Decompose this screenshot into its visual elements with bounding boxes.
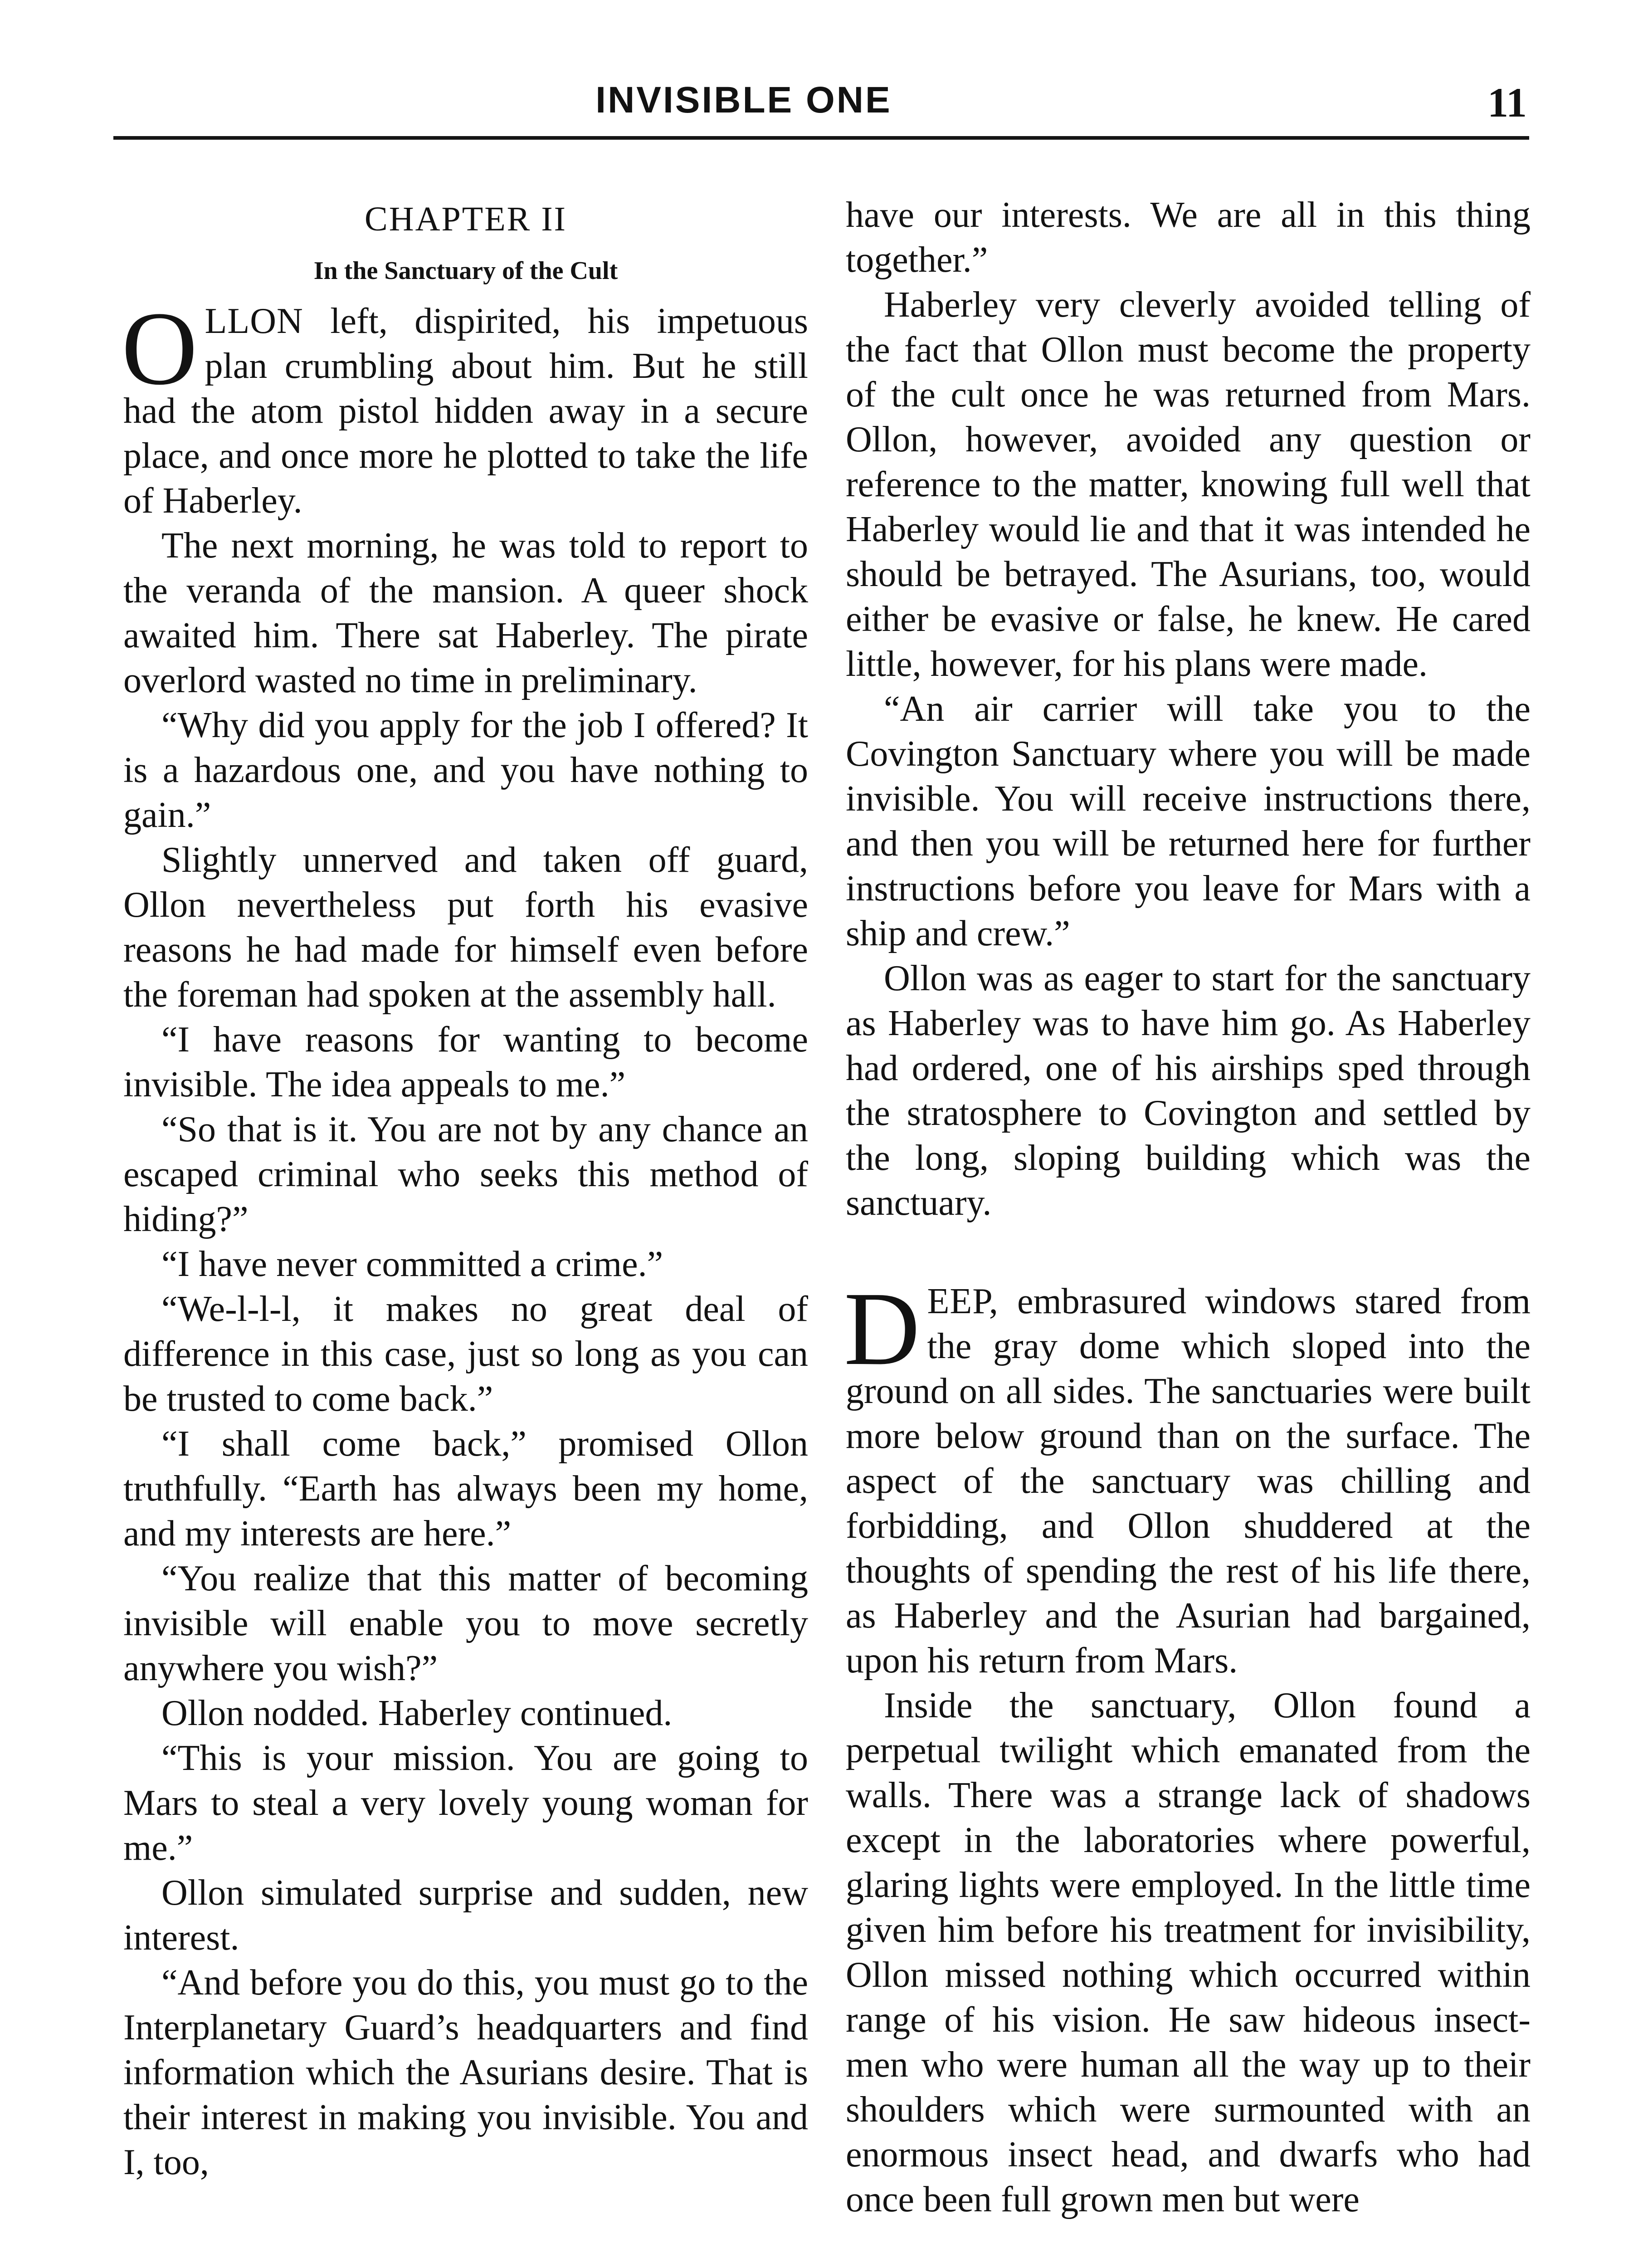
- paragraph: “Why did you apply for the job I offered? It is a hazardous one, and you have nothing to gain.”: [123, 705, 808, 835]
- paragraph: “An air carrier will take you to the Covington Sanctuary where you will be made invisible. You will receive instructions there, and then you will be returned here for further instructions before you leave for Mars with a ship and crew.”: [846, 689, 1531, 953]
- left-column: [123, 193, 808, 2185]
- running-title: INVISIBLE ONE: [595, 79, 892, 121]
- paragraph: “I have never committed a crime.”: [161, 1244, 663, 1284]
- paragraph: “We-l-l-l, it makes no great deal of difference in this case, just so long as you can be trusted to come back.”: [123, 1289, 808, 1419]
- opening-text: left, dispirited, his impetuous plan crumbling about him. But he still had the atom pistol hidden away in a secure place, and once more he plotted to take the life of Haberley.: [123, 301, 808, 521]
- paragraph: “And before you do this, you must go to the Interplanetary Guard’s headquarters and find information which the Asurians desire. That is their interest in making you invisible. You and I, too,: [123, 1963, 808, 2182]
- paragraph: Slightly unnerved and taken off guard, Ollon nevertheless put forth his evasive reasons he had made for himself even before the foreman had spoken at the assembly hall.: [123, 840, 808, 1015]
- paragraph: Inside the sanctuary, Ollon found a perpetual twilight which emanated from the walls. There was a strange lack of shadows except in the laboratories where powerful, glaring lights were employed. In the little time given him before his treatment for invisibility, Ollon missed nothing which occurred within range of his vision. He saw hideous insect-men who were human all the way up to their shoulders which were surmounted with an enormous insect head, and dwarfs who had once been full grown men but were: [846, 1686, 1531, 2219]
- paragraph: Haberley very cleverly avoided telling of the fact that Ollon must become the property of the cult once he was returned from Mars. Ollon, however, avoided any question or reference to the matter, knowing full well that Haberley would lie and that it was intended he should be betrayed. The Asurians, too, would either be evasive or false, he knew. He cared little, however, for his plans were made.: [846, 285, 1531, 684]
- paragraph: Ollon simulated surprise and sudden, new interest.: [123, 1873, 808, 1958]
- paragraph: “So that is it. You are not by any chance an escaped criminal who seeks this method of hiding?”: [123, 1110, 808, 1239]
- section-opening-text: embrasured windows stared from the gray dome which sloped into the ground on all sides. The sanctuaries were built more below ground than on the surface. The aspect of the sanctuary was chilling and forbidding, and Ollon shuddered at the thoughts of spending the rest of his life there, as Haberley and the Asurian had bargained, upon his return from Mars.: [846, 1281, 1531, 1681]
- section-opening-paragraph: [844, 1271, 1531, 1683]
- continued-paragraph: have our interests. We are all in this thing together.”: [846, 195, 1531, 280]
- chapter-subtitle: In the Sanctuary of the Cult: [313, 257, 618, 285]
- drop-cap: O: [122, 290, 198, 407]
- paragraph: The next morning, he was told to report to the veranda of the mansion. A queer shock awaited him. There sat Haberley. The pirate overlord wasted no time in preliminary.: [123, 526, 808, 700]
- chapter-title: CHAPTER II: [365, 200, 567, 238]
- paragraph: “You realize that this matter of becoming invisible will enable you to move secretly anywhere you wish?”: [123, 1559, 808, 1688]
- paragraph: Ollon was as eager to start for the sanctuary as Haberley was to have him go. As Haberley had ordered, one of his airships sped through the stratosphere to Covington and settled by the long, sloping building which was the sanctuary.: [846, 958, 1531, 1223]
- drop-cap: D: [844, 1271, 920, 1387]
- right-column: [846, 193, 1531, 2222]
- paragraph: “I shall come back,” promised Ollon truthfully. “Earth has always been my home, and my interests are here.”: [123, 1424, 808, 1554]
- lead-in: LLON: [205, 301, 303, 341]
- paragraph: “I have reasons for wanting to become invisible. The idea appeals to me.”: [123, 1020, 808, 1105]
- paragraph: “This is your mission. You are going to Mars to steal a very lovely young woman for me.”: [123, 1738, 808, 1868]
- opening-paragraph: [122, 290, 808, 523]
- header-rule: [113, 136, 1529, 140]
- lead-in: EEP,: [927, 1281, 999, 1321]
- page-number: 11: [1487, 79, 1527, 126]
- paragraph: Ollon nodded. Haberley continued.: [161, 1693, 673, 1733]
- section-break: [846, 1226, 1531, 1279]
